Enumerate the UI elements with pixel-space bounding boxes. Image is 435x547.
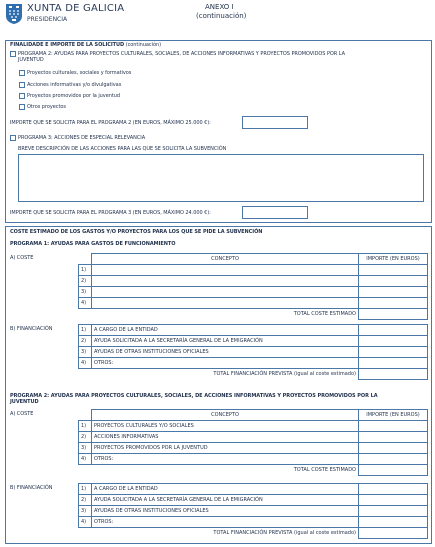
total-cost-label: TOTAL COSTE ESTIMADO	[293, 467, 356, 474]
total-cost-cell[interactable]	[359, 309, 428, 320]
table-row[interactable]: 4) OTROS:	[79, 454, 428, 465]
table-header-row	[79, 254, 428, 265]
table-row[interactable]: 1) A CARGO DE LA ENTIDAD	[79, 325, 428, 336]
program3-checkbox[interactable]	[10, 135, 16, 141]
amount-cell[interactable]	[359, 484, 428, 495]
concept-cell[interactable]	[92, 287, 359, 298]
xunta-logo	[5, 3, 23, 25]
program2-option-label: Otros proyectos	[27, 104, 66, 110]
program3-desc-label: BREVE DESCRIPCIÓN DE LAS ACCIONES PARA LAS QUE SE SOLICITA LA SUBVENCIÓN	[18, 146, 227, 152]
amount-cell[interactable]	[359, 432, 428, 443]
department-name: PRESIDENCIA	[27, 16, 68, 23]
amount-header: IMPORTE (EN EUROS)	[359, 410, 428, 421]
concept-header: CONCEPTO	[92, 254, 359, 265]
table-row[interactable]: 2)	[79, 276, 428, 287]
total-cost-label: TOTAL COSTE ESTIMADO	[293, 311, 356, 318]
table-row[interactable]: 1) PROYECTOS CULTURALES Y/O SOCIALES	[79, 421, 428, 432]
amount-cell[interactable]	[359, 336, 428, 347]
amount-cell[interactable]	[359, 506, 428, 517]
table-header-row	[79, 410, 428, 421]
section-finalidad-title: FINALIDADE E IMPORTE DE LA SOLICITUD (continuación)	[10, 42, 161, 48]
amount-cell[interactable]	[359, 421, 428, 432]
annex-title: ANEXO I	[205, 3, 234, 11]
program3-amount-label: IMPORTE QUE SE SOLICITA PARA EL PROGRAMA 3 (EN EUROS, MÁXIMO 24.000 €):	[10, 210, 211, 216]
program2-cost-table	[78, 409, 428, 476]
amount-cell[interactable]	[359, 347, 428, 358]
amount-cell[interactable]	[359, 298, 428, 309]
program2-financing-label: B) FINANCIACIÓN	[10, 485, 53, 491]
table-row[interactable]: 2) AYUDA SOLICITADA A LA SECRETARÍA GENERAL DE LA EMIGRACIÓN	[79, 336, 428, 347]
amount-cell[interactable]	[359, 325, 428, 336]
amount-cell[interactable]	[359, 517, 428, 528]
program2-title: PROGRAMA 2: AYUDAS PARA PROYECTOS CULTURALES, SOCIALES, DE ACCIONES INFORMATIVAS Y PROYECTOS PROMOVIDOS POR LA	[18, 51, 345, 57]
others-cell[interactable]: OTROS:	[92, 454, 359, 465]
table-row[interactable]: 4)	[79, 298, 428, 309]
table-row[interactable]: 3) PROYECTOS PROMOVIDOS POR LA JUVENTUD	[79, 443, 428, 454]
amount-cell[interactable]	[359, 358, 428, 369]
annex-continuation: (continuación)	[196, 12, 247, 20]
concept-header: CONCEPTO	[92, 410, 359, 421]
total-financing-label: TOTAL FINANCIACIÓN PREVISTA (igual al coste estimado)	[213, 371, 356, 378]
concept-cell[interactable]	[92, 298, 359, 309]
others-cell[interactable]: OTROS:	[92, 358, 359, 369]
section-coste-title: COSTE ESTIMADO DE LOS GASTOS Y/O PROYECTOS PARA LOS QUE SE PIDE LA SUBVENCIÓN	[10, 229, 263, 235]
program2-cost-title: PROGRAMA 2: AYUDAS PARA PROYECTOS CULTURALES, SOCIALES, DE ACCIONES INFORMATIVAS Y PROYECTOS PROMOVIDOS POR LA	[10, 393, 378, 399]
total-row	[79, 309, 428, 320]
total-financing-label: TOTAL FINANCIACIÓN PREVISTA (igual al coste estimado)	[213, 530, 356, 537]
total-row	[79, 465, 428, 476]
program1-financing-table	[78, 324, 428, 380]
others-cell[interactable]: OTROS:	[92, 517, 359, 528]
program2-option-checkbox[interactable]	[19, 93, 25, 99]
amount-cell[interactable]	[359, 443, 428, 454]
amount-cell[interactable]	[359, 265, 428, 276]
total-cost-cell[interactable]	[359, 465, 428, 476]
program1-financing-label: B) FINANCIACIÓN	[10, 326, 53, 332]
concept-cell[interactable]	[92, 265, 359, 276]
amount-cell[interactable]	[359, 276, 428, 287]
program2-option-checkbox[interactable]	[19, 70, 25, 76]
amount-cell[interactable]	[359, 495, 428, 506]
program1-cost-label: A) COSTE	[10, 255, 34, 261]
program1-cost-table	[78, 253, 428, 320]
program2-cost-label: A) COSTE	[10, 411, 34, 417]
total-financing-cell[interactable]	[359, 528, 428, 539]
table-row[interactable]: 3) AYUDAS DE OTRAS INSTITUCIONES OFICIALES	[79, 347, 428, 358]
amount-header: IMPORTE (EN EUROS)	[359, 254, 428, 265]
amount-cell[interactable]	[359, 454, 428, 465]
total-row	[79, 528, 428, 539]
program2-option-label: Proyectos promovidos por la juventud	[27, 93, 121, 99]
amount-cell[interactable]	[359, 287, 428, 298]
table-row[interactable]: 2) ACCIONES INFORMATIVAS	[79, 432, 428, 443]
program2-amount-field[interactable]	[242, 116, 308, 129]
program3-description-field[interactable]	[18, 154, 424, 202]
program3-amount-field[interactable]	[242, 206, 308, 219]
program2-checkbox[interactable]	[10, 51, 16, 57]
program2-option-label: Proyectos culturales, sociales y formativos	[27, 70, 132, 76]
program2-option-checkbox[interactable]	[19, 82, 25, 88]
program2-financing-table	[78, 483, 428, 539]
table-row[interactable]: 4) OTROS:	[79, 358, 428, 369]
program2-cost-title-cont: JUVENTUD	[10, 399, 39, 405]
table-row[interactable]: 2) AYUDA SOLICITADA A LA SECRETARÍA GENERAL DE LA EMIGRACIÓN	[79, 495, 428, 506]
table-row[interactable]: 3)	[79, 287, 428, 298]
program2-amount-label: IMPORTE QUE SE SOLICITA PARA EL PROGRAMA 2 (EN EUROS, MÁXIMO 25.000 €):	[10, 120, 211, 126]
program2-option-label: Acciones informativas y/o divulgativas	[27, 82, 122, 88]
org-name: XUNTA DE GALICIA	[27, 3, 125, 14]
table-row[interactable]: 1) A CARGO DE LA ENTIDAD	[79, 484, 428, 495]
program3-title: PROGRAMA 3: ACCIONES DE ESPECIAL RELEVANCIA	[18, 135, 146, 141]
program2-title-cont: JUVENTUD	[18, 57, 44, 63]
table-row[interactable]: 4) OTROS:	[79, 517, 428, 528]
total-financing-cell[interactable]	[359, 369, 428, 380]
program1-title: PROGRAMA 1: AYUDAS PARA GASTOS DE FUNCIONAMIENTO	[10, 241, 176, 247]
table-row[interactable]: 1)	[79, 265, 428, 276]
table-row[interactable]: 3) AYUDAS DE OTRAS INSTITUCIONES OFICIALES	[79, 506, 428, 517]
concept-cell[interactable]	[92, 276, 359, 287]
program2-option-checkbox[interactable]	[19, 104, 25, 110]
total-row	[79, 369, 428, 380]
